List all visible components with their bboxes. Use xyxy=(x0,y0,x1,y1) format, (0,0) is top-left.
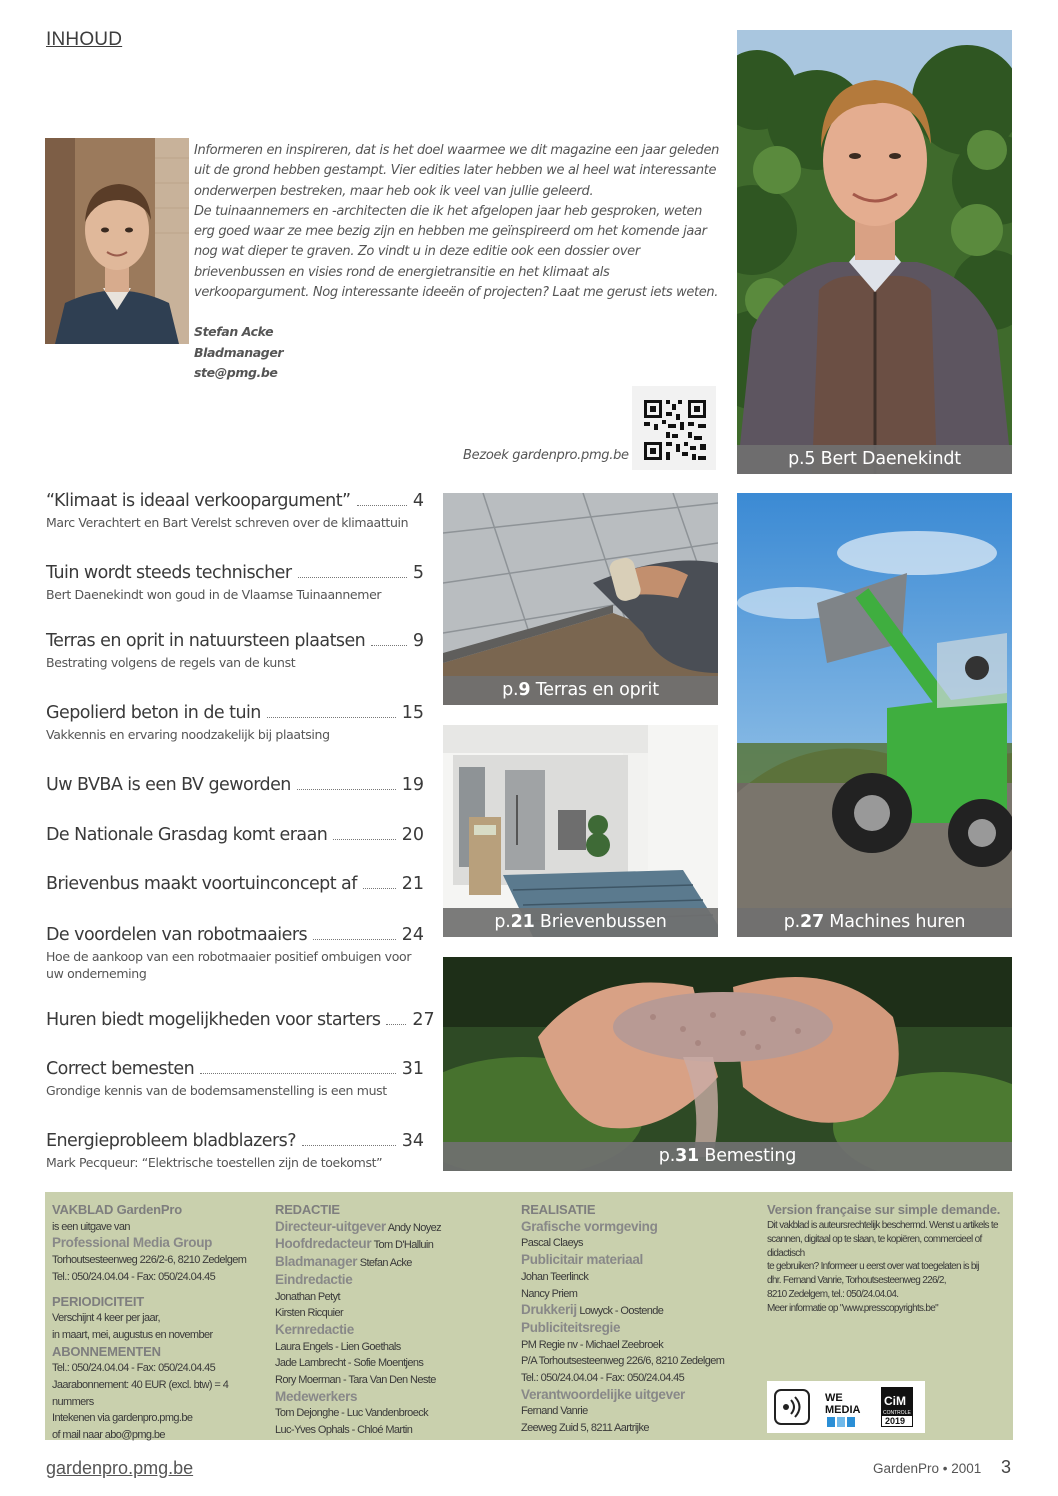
toc-page: 34 xyxy=(401,1131,424,1151)
footer-magazine-edition: GardenPro • 2001 xyxy=(873,1461,982,1476)
colophon-label: Verantwoordelijke uitgever xyxy=(521,1386,686,1402)
colophon-line: dhr. Fernand Vanrie, Torhoutsesteenweg 226/2, xyxy=(767,1275,946,1287)
toc-subtitle: Mark Pecqueur: “Elektrische toestellen zijn de toekomst” xyxy=(46,1155,383,1170)
photo-bert-daenekindt xyxy=(737,30,1012,474)
toc-leader xyxy=(302,1145,396,1146)
caption-page: 31 xyxy=(675,1146,700,1166)
toc-leader xyxy=(298,577,407,578)
colophon-column-rights xyxy=(767,1202,1009,1316)
caption-page-prefix: p. xyxy=(783,912,800,932)
toc-item[interactable] xyxy=(46,563,424,603)
toc-page: 20 xyxy=(401,825,424,845)
colophon-label: Bladmanager xyxy=(275,1254,358,1270)
colophon-line: in maart, mei, augustus en november xyxy=(52,1328,213,1341)
toc-title: Terras en oprit in natuursteen plaatsen xyxy=(46,631,366,651)
colophon-line: Johan Teerlinck xyxy=(521,1270,589,1283)
toc-item[interactable] xyxy=(46,631,424,671)
toc-page: 5 xyxy=(412,563,424,583)
editorial-text xyxy=(194,141,724,303)
colophon-line: Jaarabonnement: 40 EUR (excl. btw) = 4 nummers xyxy=(52,1379,229,1408)
colophon-heading: Version française sur simple demande. xyxy=(767,1202,1001,1217)
colophon-line: Jade Lambrecht - Sofie Moentjens xyxy=(275,1357,424,1370)
caption-page-prefix: p. xyxy=(494,912,511,932)
toc-leader xyxy=(267,717,396,718)
toc-page: 4 xyxy=(412,491,424,511)
signature-email[interactable]: ste@pmg.be xyxy=(194,365,278,380)
toc-title: Energieprobleem bladblazers? xyxy=(46,1131,296,1151)
photo-caption[interactable] xyxy=(443,1142,1012,1171)
toc-title: “Klimaat is ideaal verkoopargument” xyxy=(46,491,351,511)
colophon-line[interactable]: Meer informatie op "www.presscopyrights.be" xyxy=(767,1303,938,1315)
caption-label: Machines huren xyxy=(829,912,966,932)
signature xyxy=(194,322,283,384)
colophon-line: Pascal Claeys xyxy=(521,1237,583,1250)
visit-website-text: Bezoek gardenpro.pmg.be xyxy=(463,448,629,463)
toc-title: Gepolierd beton in de tuin xyxy=(46,703,261,723)
toc-item[interactable] xyxy=(46,775,424,795)
toc-item[interactable] xyxy=(46,925,424,982)
colophon-heading: ABONNEMENTEN xyxy=(52,1343,161,1359)
editorial-paragraph: De tuinaannemers en -architecten die ik het afgelopen jaar heb gesproken, weten erg goed waar ze mee bezig zijn en hebben me geïnspireerd om het komende jaar nog wat dieper te graven. Zo vindt u in deze editie ook een dossier over brievenbussen en visies rond de energietransitie en het klimaat als verkoopargument. Nog interessante ideeën of projecten? Laat me gerust iets weten. xyxy=(194,203,719,301)
colophon-label: Eindredactie xyxy=(275,1271,353,1287)
toc-item[interactable] xyxy=(46,1131,424,1171)
toc-item[interactable] xyxy=(46,825,424,845)
colophon-line: Luc-Yves Ophals - Chloé Martin xyxy=(275,1424,413,1437)
photo-bemesting xyxy=(443,957,1012,1171)
colophon-label: Kernredactie xyxy=(275,1321,354,1337)
caption-label: Bert Daenekindt xyxy=(820,449,961,469)
toc-leader xyxy=(333,839,395,840)
caption-page: 21 xyxy=(510,912,535,932)
colophon-label: Hoofdredacteur xyxy=(275,1236,372,1252)
toc-item[interactable] xyxy=(46,1010,435,1030)
colophon-label: Drukkerij xyxy=(521,1302,577,1318)
toc-subtitle: Bert Daenekindt won goud in de Vlaamse Tuinaannemer xyxy=(46,587,382,602)
we-media-text: MEDIA xyxy=(825,1404,861,1416)
toc-title: Huren biedt mogelijkheden voor starters xyxy=(46,1010,381,1030)
toc-subtitle: Hoe de aankoop van een robotmaaier positief ombuigen voor uw onderneming xyxy=(46,949,412,981)
we-media-text: WE xyxy=(825,1392,843,1404)
toc-leader xyxy=(386,1024,406,1025)
colophon-label: Medewerkers xyxy=(275,1388,358,1404)
toc-leader xyxy=(200,1073,396,1074)
colophon-line: Tom Dejonghe - Luc Vandenbroeck xyxy=(275,1407,429,1420)
colophon-line: Jonathan Petyt xyxy=(275,1290,340,1303)
caption-label: Brievenbussen xyxy=(539,912,667,932)
colophon-heading: VAKBLAD GardenPro xyxy=(52,1202,182,1217)
colophon-column-realisatie xyxy=(521,1202,751,1437)
toc-item[interactable] xyxy=(46,874,424,894)
qr-code-icon[interactable] xyxy=(632,386,716,470)
toc-subtitle: Grondige kennis van de bodemsamenstelling is een must xyxy=(46,1083,387,1098)
cim-logo-icon xyxy=(881,1387,913,1427)
cim-text: CONTROLE xyxy=(883,1410,911,1416)
photo-terras xyxy=(443,493,718,705)
toc-leader xyxy=(313,939,396,940)
colophon xyxy=(45,1192,1013,1440)
toc-page: 9 xyxy=(412,631,424,651)
toc-title: De Nationale Grasdag komt eraan xyxy=(46,825,328,845)
toc-title: Brievenbus maakt voortuinconcept af xyxy=(46,874,357,894)
toc-page: 19 xyxy=(401,775,424,795)
colophon-line: Kirsten Ricquier xyxy=(275,1307,344,1320)
toc-leader xyxy=(297,789,396,790)
colophon-label: Grafische vormgeving xyxy=(521,1218,658,1234)
signature-role: Bladmanager xyxy=(194,344,284,360)
caption-page-prefix: p. xyxy=(658,1146,676,1166)
colophon-line: 8210 Zedelgem, tel.: 050/24.04.04. xyxy=(767,1289,899,1301)
colophon-line: of mail naar abo@pmg.be xyxy=(52,1429,165,1442)
colophon-label: Publiciteitsregie xyxy=(521,1319,621,1335)
editorial-paragraph: Informeren en inspireren, dat is het doel waarmee we dit magazine een jaar geleden uit de grond hebben gestampt. Vier edities later hebben we al heel wat interessante onderwerpen bestreken, maar heb ook ik veel van jullie geleerd. xyxy=(194,143,720,199)
colophon-line: Tel.: 050/24.04.04 - Fax: 050/24.04.45 xyxy=(52,1270,216,1283)
colophon-line: P/A Torhoutsesteenweg 226/6, 8210 Zedelgem xyxy=(521,1355,725,1368)
colophon-line: PM Regie nv - Michael Zeebroek xyxy=(521,1338,664,1351)
toc-page: 15 xyxy=(401,703,424,723)
colophon-line: Laura Engels - Lien Goethals xyxy=(275,1340,401,1353)
toc-page: 21 xyxy=(401,874,424,894)
colophon-line: Torhoutsesteenweg 226/2-6, 8210 Zedelgem xyxy=(52,1254,247,1267)
toc-item[interactable] xyxy=(46,1059,424,1099)
caption-label: Terras en oprit xyxy=(535,680,659,700)
caption-label: Bemesting xyxy=(704,1146,797,1166)
photo-brievenbussen xyxy=(443,725,718,937)
colophon-heading: REALISATIE xyxy=(521,1202,596,1217)
toc-leader xyxy=(357,505,407,506)
colophon-column-redactie xyxy=(275,1202,505,1439)
colophon-column-publisher xyxy=(52,1202,262,1444)
partner-logos xyxy=(767,1381,925,1433)
caption-page: 27 xyxy=(799,912,824,932)
cim-text: CiM xyxy=(884,1394,906,1408)
photo-machines xyxy=(737,493,1012,937)
colophon-line: scannen, digitaal op te slaan, te kopiëren, commercieel of didactisch xyxy=(767,1233,982,1259)
caption-page-prefix: p. xyxy=(502,680,519,700)
toc-leader xyxy=(371,645,407,646)
editor-photo xyxy=(45,138,189,344)
toc-item[interactable] xyxy=(46,703,424,743)
caption-page: 9 xyxy=(518,680,531,700)
photo-caption[interactable] xyxy=(443,908,718,937)
toc-leader xyxy=(363,888,396,889)
page-title: INHOUD xyxy=(46,29,123,50)
colophon-heading: REDACTIE xyxy=(275,1202,340,1217)
toc-page: 31 xyxy=(401,1059,424,1079)
photo-caption[interactable] xyxy=(737,908,1012,937)
toc-item[interactable] xyxy=(46,491,424,531)
toc-title: De voordelen van robotmaaiers xyxy=(46,925,308,945)
colophon-line: te gebruiken? Informeer u eerst over wat toegelaten is bij xyxy=(767,1261,979,1273)
colophon-value: Lowyck - Oostende xyxy=(579,1305,664,1318)
colophon-line: Intekenen via gardenpro.pmg.be xyxy=(52,1412,193,1425)
colophon-label: Publicitair materiaal xyxy=(521,1252,644,1268)
colophon-line: Verschijnt 4 keer per jaar, xyxy=(52,1312,160,1325)
colophon-label: Directeur-uitgever xyxy=(275,1218,386,1234)
toc-subtitle: Bestrating volgens de regels van de kunst xyxy=(46,655,296,670)
cim-text: 2019 xyxy=(885,1416,906,1426)
footer-website-link[interactable]: gardenpro.pmg.be xyxy=(46,1458,194,1478)
toc-subtitle: Marc Verachtert en Bart Verelst schreven over de klimaattuin xyxy=(46,515,409,530)
photo-caption[interactable] xyxy=(737,445,1012,474)
colophon-label: Professional Media Group xyxy=(52,1235,213,1251)
caption-page: p.5 xyxy=(788,449,816,469)
colophon-line: Fernand Vanrie xyxy=(521,1405,588,1418)
colophon-line: Tel.: 050/24.04.04 - Fax: 050/24.04.45 xyxy=(52,1362,216,1375)
colophon-value: Stefan Acke xyxy=(359,1257,412,1270)
photo-caption[interactable] xyxy=(443,676,718,705)
colophon-line: Tel.: 050/24.04.04 - Fax: 050/24.04.45 xyxy=(521,1372,685,1385)
colophon-heading: PERIODICITEIT xyxy=(52,1293,145,1309)
toc-title: Tuin wordt steeds technischer xyxy=(46,563,292,583)
toc-title: Uw BVBA is een BV geworden xyxy=(46,775,291,795)
colophon-line: Nancy Priem xyxy=(521,1287,578,1300)
colophon-line: Rory Moerman - Tara Van Den Neste xyxy=(275,1374,436,1387)
toc-title: Correct bemesten xyxy=(46,1059,195,1079)
colophon-value: Andy Noyez xyxy=(387,1221,442,1234)
toc-subtitle: Vakkennis en ervaring noodzakelijk bij plaatsing xyxy=(46,727,330,742)
toc-page: 24 xyxy=(401,925,424,945)
toc-page: 27 xyxy=(412,1010,435,1030)
colophon-line: Zeeweg Zuid 5, 8211 Aartrijke xyxy=(521,1422,649,1435)
colophon-line: Dit vakblad is auteursrechtelijk beschermd. Wenst u artikels te xyxy=(767,1219,998,1231)
page-number: 3 xyxy=(1001,1457,1012,1477)
colophon-value: Tom D'Halluin xyxy=(373,1239,434,1252)
signature-name: Stefan Acke xyxy=(194,324,274,339)
colophon-line: is een uitgave van xyxy=(52,1220,130,1233)
